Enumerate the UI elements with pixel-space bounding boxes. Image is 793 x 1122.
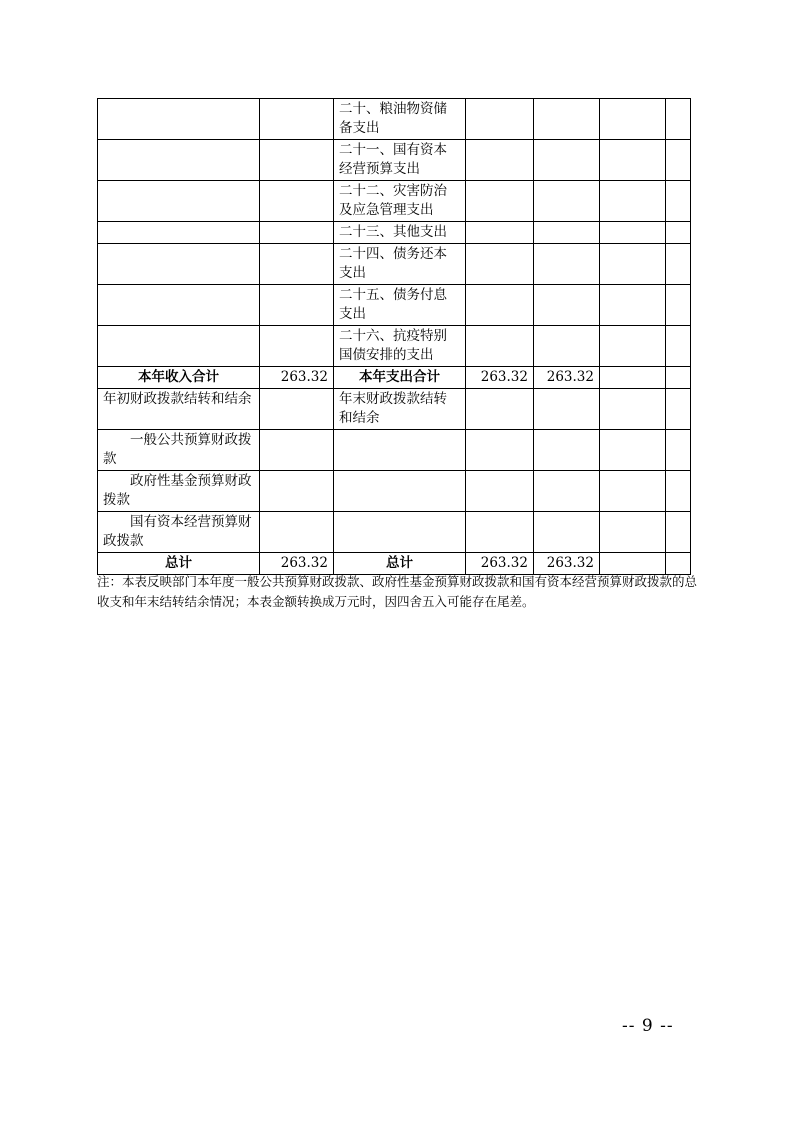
table-cell <box>600 389 666 430</box>
table-cell <box>466 140 534 181</box>
table-cell <box>466 181 534 222</box>
table-cell <box>334 471 466 512</box>
expense-total-general-value: 263.32 <box>534 367 600 389</box>
table-cell <box>600 367 666 389</box>
table-cell <box>666 389 691 430</box>
end-carryover-label: 年末财政拨款结转和结余 <box>334 389 466 430</box>
table-cell <box>666 181 691 222</box>
expense-item-label: 二十五、债务付息支出 <box>334 285 466 326</box>
table-cell <box>98 99 260 140</box>
table-row <box>98 285 691 326</box>
table-cell <box>334 430 466 471</box>
table-cell <box>666 99 691 140</box>
page-number: -- 9 -- <box>622 1016 674 1036</box>
table-cell <box>666 367 691 389</box>
expense-total-value: 263.32 <box>466 367 534 389</box>
expense-item-label: 二十三、其他支出 <box>334 222 466 244</box>
table-cell <box>260 244 334 285</box>
table-cell <box>260 389 334 430</box>
table-cell <box>466 512 534 553</box>
table-footnote: 注：本表反映部门本年度一般公共预算财政拨款、政府性基金预算财政拨款和国有资本经营预算财政拨款的总收支和年末结转结余情况；本表金额转换成万元时，因四舍五入可能存在尾差。 <box>97 574 698 609</box>
expense-item-label: 二十二、灾害防治及应急管理支出 <box>334 181 466 222</box>
table-cell <box>666 222 691 244</box>
table-cell <box>98 140 260 181</box>
table-cell <box>600 244 666 285</box>
income-total-value: 263.32 <box>260 367 334 389</box>
grand-total-expense-label: 总计 <box>334 553 466 575</box>
table-row <box>98 181 691 222</box>
carryover-sub-row <box>98 430 691 471</box>
table-cell <box>534 512 600 553</box>
table-cell <box>600 140 666 181</box>
table-cell <box>466 222 534 244</box>
table-cell <box>466 244 534 285</box>
table-cell <box>334 512 466 553</box>
table-cell <box>534 389 600 430</box>
table-cell <box>534 181 600 222</box>
table-cell <box>666 244 691 285</box>
carryover-sub-row <box>98 471 691 512</box>
expense-total-label: 本年支出合计 <box>334 367 466 389</box>
table-cell <box>600 471 666 512</box>
table-cell <box>466 326 534 367</box>
table-cell <box>260 326 334 367</box>
table-cell <box>666 471 691 512</box>
table-cell <box>260 285 334 326</box>
table-cell <box>600 430 666 471</box>
grand-total-expense-value: 263.32 <box>466 553 534 575</box>
table-cell <box>534 471 600 512</box>
carryover-row <box>98 389 691 430</box>
table-cell <box>666 285 691 326</box>
table-cell <box>600 181 666 222</box>
table-row <box>98 140 691 181</box>
table-cell <box>98 285 260 326</box>
table-cell <box>666 326 691 367</box>
table-cell <box>260 222 334 244</box>
table-row <box>98 222 691 244</box>
table-row <box>98 326 691 367</box>
table-cell <box>260 140 334 181</box>
grand-total-general-value: 263.32 <box>534 553 600 575</box>
table-cell <box>534 222 600 244</box>
table-cell <box>666 430 691 471</box>
expense-item-label: 二十六、抗疫特别国债安排的支出 <box>334 326 466 367</box>
carryover-sub-item: 一般公共预算财政拨款 <box>98 430 260 471</box>
table-cell <box>534 430 600 471</box>
table-cell <box>534 244 600 285</box>
income-total-label: 本年收入合计 <box>98 367 260 389</box>
table-cell <box>466 285 534 326</box>
income-total-row <box>98 367 691 389</box>
table-cell <box>666 512 691 553</box>
grand-total-income-label: 总计 <box>98 553 260 575</box>
table-cell <box>466 99 534 140</box>
table-cell <box>98 222 260 244</box>
table-cell <box>600 99 666 140</box>
table-cell <box>534 326 600 367</box>
table-cell <box>534 140 600 181</box>
expense-item-label: 二十、粮油物资储备支出 <box>334 99 466 140</box>
table-cell <box>600 326 666 367</box>
table-cell <box>260 430 334 471</box>
table-cell <box>466 471 534 512</box>
table-cell <box>666 140 691 181</box>
table-row <box>98 99 691 140</box>
expense-item-label: 二十四、债务还本支出 <box>334 244 466 285</box>
begin-carryover-label: 年初财政拨款结转和结余 <box>98 389 260 430</box>
carryover-sub-row <box>98 512 691 553</box>
table-cell <box>600 285 666 326</box>
table-cell <box>600 512 666 553</box>
table-cell <box>98 326 260 367</box>
budget-table <box>97 98 691 575</box>
carryover-sub-item: 国有资本经营预算财政拨款 <box>98 512 260 553</box>
table-cell <box>260 471 334 512</box>
table-cell <box>260 512 334 553</box>
table-cell <box>260 181 334 222</box>
grand-total-income-value: 263.32 <box>260 553 334 575</box>
carryover-sub-item: 政府性基金预算财政拨款 <box>98 471 260 512</box>
table-cell <box>534 99 600 140</box>
table-cell <box>600 222 666 244</box>
table-row <box>98 244 691 285</box>
table-cell <box>98 244 260 285</box>
table-cell <box>98 181 260 222</box>
table-cell <box>466 430 534 471</box>
table-cell <box>534 285 600 326</box>
table-cell <box>260 99 334 140</box>
table-cell <box>466 389 534 430</box>
expense-item-label: 二十一、国有资本经营预算支出 <box>334 140 466 181</box>
